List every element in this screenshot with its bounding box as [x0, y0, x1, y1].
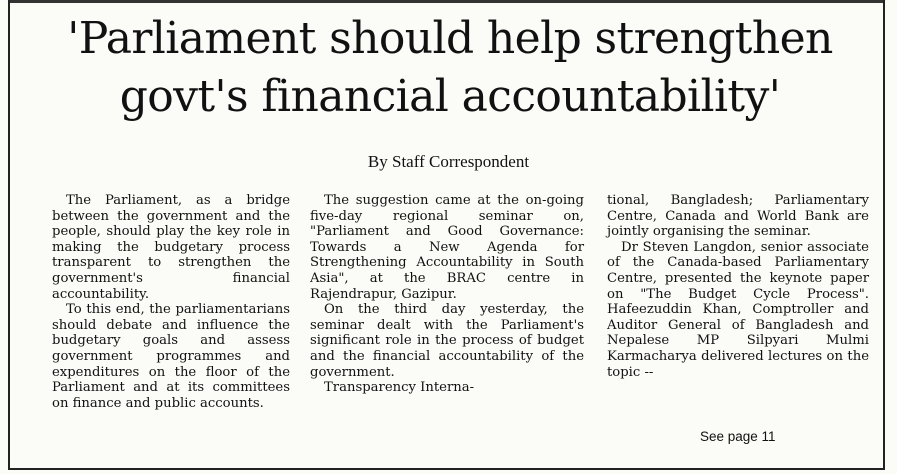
continuation-note: See page 11	[700, 429, 776, 444]
byline: By Staff Correspondent	[367, 152, 530, 171]
paragraph-6: Dr Steven Langdon, senior associate of the Canada-based Parliamentary Centre, presented the keynote paper on "The Budget Cycle Process". Hafeezuddin Khan, Comptroller and Auditor General of Bangladesh and Nepalese MP Silpyari Mulmi Karmacharya delivered lectures on the topic --	[607, 239, 869, 380]
article-column-3	[607, 193, 869, 380]
paragraph-1: The Parliament, as a bridge between the government and the people, should play the key role in making the budgetary process transparent to strengthen the government's financial accountability.	[52, 193, 290, 302]
paragraph-3: The suggestion came at the on-going five-day regional seminar on, "Parliament and Good Governance: Towards a New Agenda for Strengthening Accountability in South Asia", at the BRAC centre in Rajendrapur, Gazipur.	[310, 193, 584, 302]
article-column-1	[52, 193, 290, 411]
paragraph-2: To this end, the parliamentarians should debate and influence the budgetary goals and assess government programmes and expenditures on the floor of the Parliament and at its committees on finance and public accounts.	[52, 302, 290, 411]
headline: 'Parliament should help strengthen govt's financial accountability'	[67, 13, 833, 122]
paragraph-5-start: Transparency Interna-	[324, 380, 475, 396]
paragraph-5-continued: tional, Bangladesh; Parliamentary Centre, Canada and World Bank are jointly organising the seminar.	[607, 193, 869, 240]
paragraph-4: On the third day yesterday, the seminar dealt with the Parliament's significant role in the process of budget and the financial accountability of the government.	[310, 302, 584, 380]
article-column-2	[310, 193, 584, 396]
paragraph-5-full	[0, 0, 1, 1]
